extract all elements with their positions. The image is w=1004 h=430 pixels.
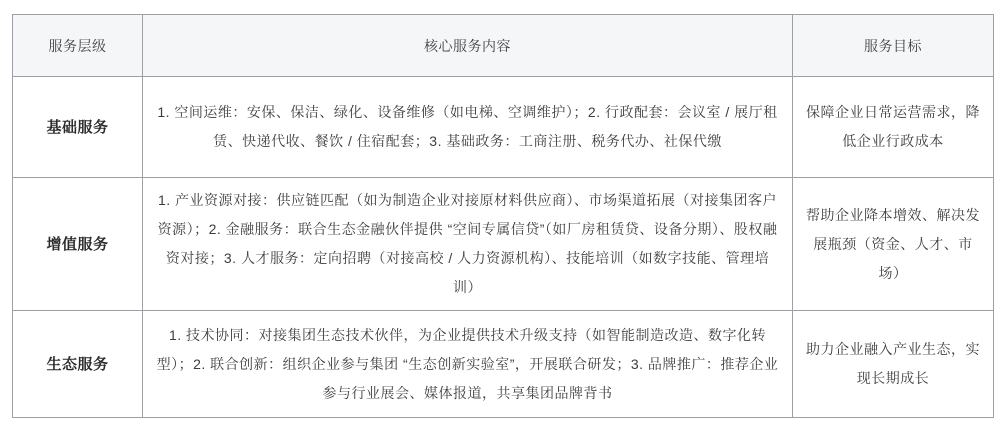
goal-cell: 帮助企业降本增效、解决发展瓶颈（资金、人才、市场） (793, 178, 994, 311)
table-body (13, 77, 994, 418)
table-row-ecosystem-services (13, 311, 994, 418)
table-header (13, 15, 994, 77)
tier-cell: 生态服务 (13, 311, 143, 418)
tier-cell: 增值服务 (13, 178, 143, 311)
content-cell: 1. 空间运维：安保、保洁、绿化、设备维修（如电梯、空调维护）；2. 行政配套：会议室 / 展厅租赁、快递代收、餐饮 / 住宿配套；3. 基础政务：工商注册、税务代办、社保代缴 (143, 77, 793, 178)
table-row-basic-services (13, 77, 994, 178)
header-cell-service-goal: 服务目标 (793, 15, 994, 77)
table-row-value-added-services (13, 178, 994, 311)
header-cell-core-content: 核心服务内容 (143, 15, 793, 77)
content-cell: 1. 技术协同：对接集团生态技术伙伴，为企业提供技术升级支持（如智能制造改造、数字化转型）；2. 联合创新：组织企业参与集团 “生态创新实验室”，开展联合研发；3. 品牌推广：推荐企业参与行业展会、媒体报道，共享集团品牌背书 (143, 311, 793, 418)
header-row (13, 15, 994, 77)
goal-cell: 助力企业融入产业生态，实现长期成长 (793, 311, 994, 418)
content-cell: 1. 产业资源对接：供应链匹配（如为制造企业对接原材料供应商）、市场渠道拓展（对接集团客户资源）；2. 金融服务：联合生态金融伙伴提供 “空间专属信贷”（如厂房租赁贷、设备分期）、股权融资对接；3. 人才服务：定向招聘（对接高校 / 人力资源机构）、技能培训（如数字技能、管理培训） (143, 178, 793, 311)
header-cell-service-tier: 服务层级 (13, 15, 143, 77)
service-tier-table (12, 14, 994, 418)
tier-cell: 基础服务 (13, 77, 143, 178)
goal-cell: 保障企业日常运营需求，降低企业行政成本 (793, 77, 994, 178)
service-tier-table-container (12, 14, 994, 418)
